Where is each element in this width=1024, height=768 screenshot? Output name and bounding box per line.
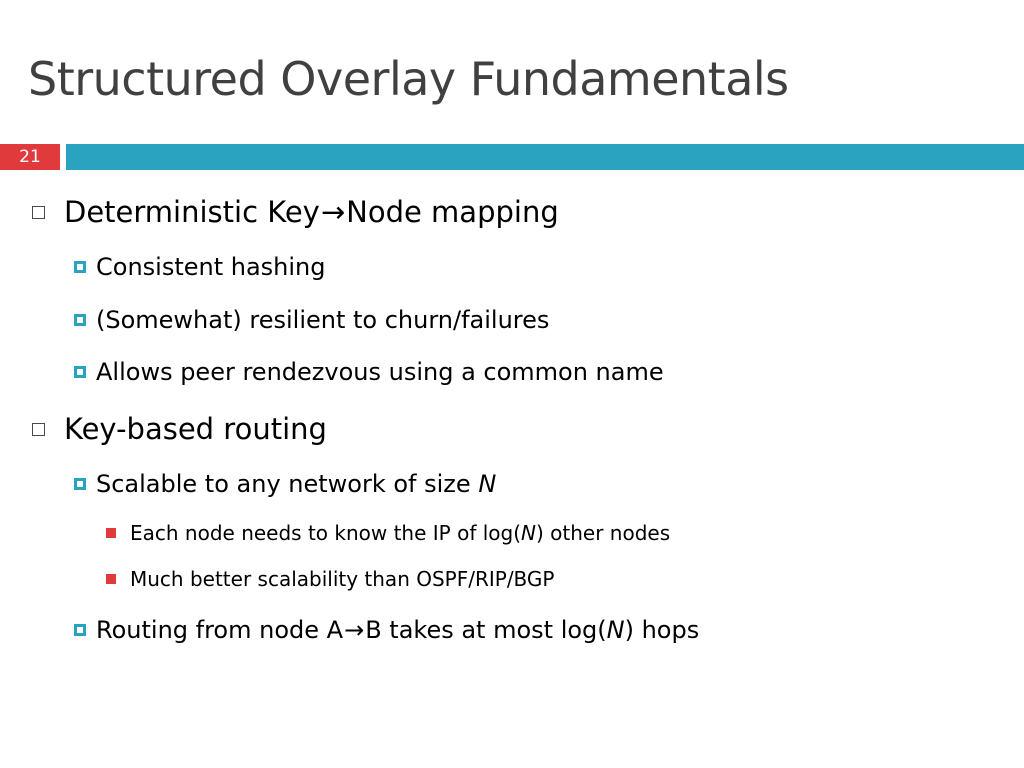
filled-square-bullet-icon bbox=[106, 528, 116, 538]
slide-number: 21 bbox=[0, 144, 60, 170]
sub-bullet-scalable bbox=[74, 470, 496, 498]
framed-square-bullet-icon bbox=[74, 261, 86, 273]
framed-square-bullet-icon bbox=[74, 478, 86, 490]
sub-bullet-text: B takes at most log( bbox=[365, 616, 607, 644]
variable-n: N bbox=[606, 616, 625, 644]
sub-bullet-rendezvous bbox=[74, 358, 664, 386]
variable-n: N bbox=[478, 470, 497, 498]
sub-bullet-text: Allows peer rendezvous using a common name bbox=[96, 358, 664, 386]
sub-sub-bullet-text: Much better scalability than OSPF/RIP/BGP bbox=[130, 567, 555, 591]
sub-sub-bullet-scalability bbox=[106, 567, 554, 591]
sub-bullet-text: (Somewhat) resilient to churn/failures bbox=[96, 306, 550, 334]
sub-bullet-text: Routing from node A bbox=[96, 616, 344, 644]
filled-square-bullet-icon bbox=[106, 574, 116, 584]
right-arrow-icon: → bbox=[320, 195, 346, 229]
sub-bullet-text: ) hops bbox=[624, 616, 700, 644]
bullet-text: Key-based routing bbox=[64, 412, 327, 446]
framed-square-bullet-icon bbox=[74, 624, 86, 636]
sub-bullet-text: Consistent hashing bbox=[96, 253, 326, 281]
right-arrow-icon: → bbox=[344, 616, 365, 644]
sub-sub-bullet-text: Each node needs to know the IP of log( bbox=[130, 521, 522, 545]
sub-bullet-routing-hops bbox=[74, 616, 699, 644]
sub-bullet-consistent-hashing bbox=[74, 253, 326, 281]
hollow-square-bullet-icon bbox=[32, 423, 45, 436]
variable-n: N bbox=[521, 521, 536, 545]
slide-title: Structured Overlay Fundamentals bbox=[28, 52, 789, 106]
framed-square-bullet-icon bbox=[74, 314, 86, 326]
sub-bullet-text: Scalable to any network of size bbox=[96, 470, 479, 498]
bullet-deterministic-mapping bbox=[32, 195, 559, 229]
bullet-key-based-routing bbox=[32, 412, 327, 446]
sub-bullet-resilient bbox=[74, 306, 549, 334]
sub-sub-bullet-log-n bbox=[106, 521, 670, 545]
hollow-square-bullet-icon bbox=[32, 206, 45, 219]
bullet-text: Deterministic Key bbox=[64, 195, 320, 229]
sub-sub-bullet-text: ) other nodes bbox=[535, 521, 671, 545]
framed-square-bullet-icon bbox=[74, 366, 86, 378]
bullet-text: Node mapping bbox=[346, 195, 559, 229]
